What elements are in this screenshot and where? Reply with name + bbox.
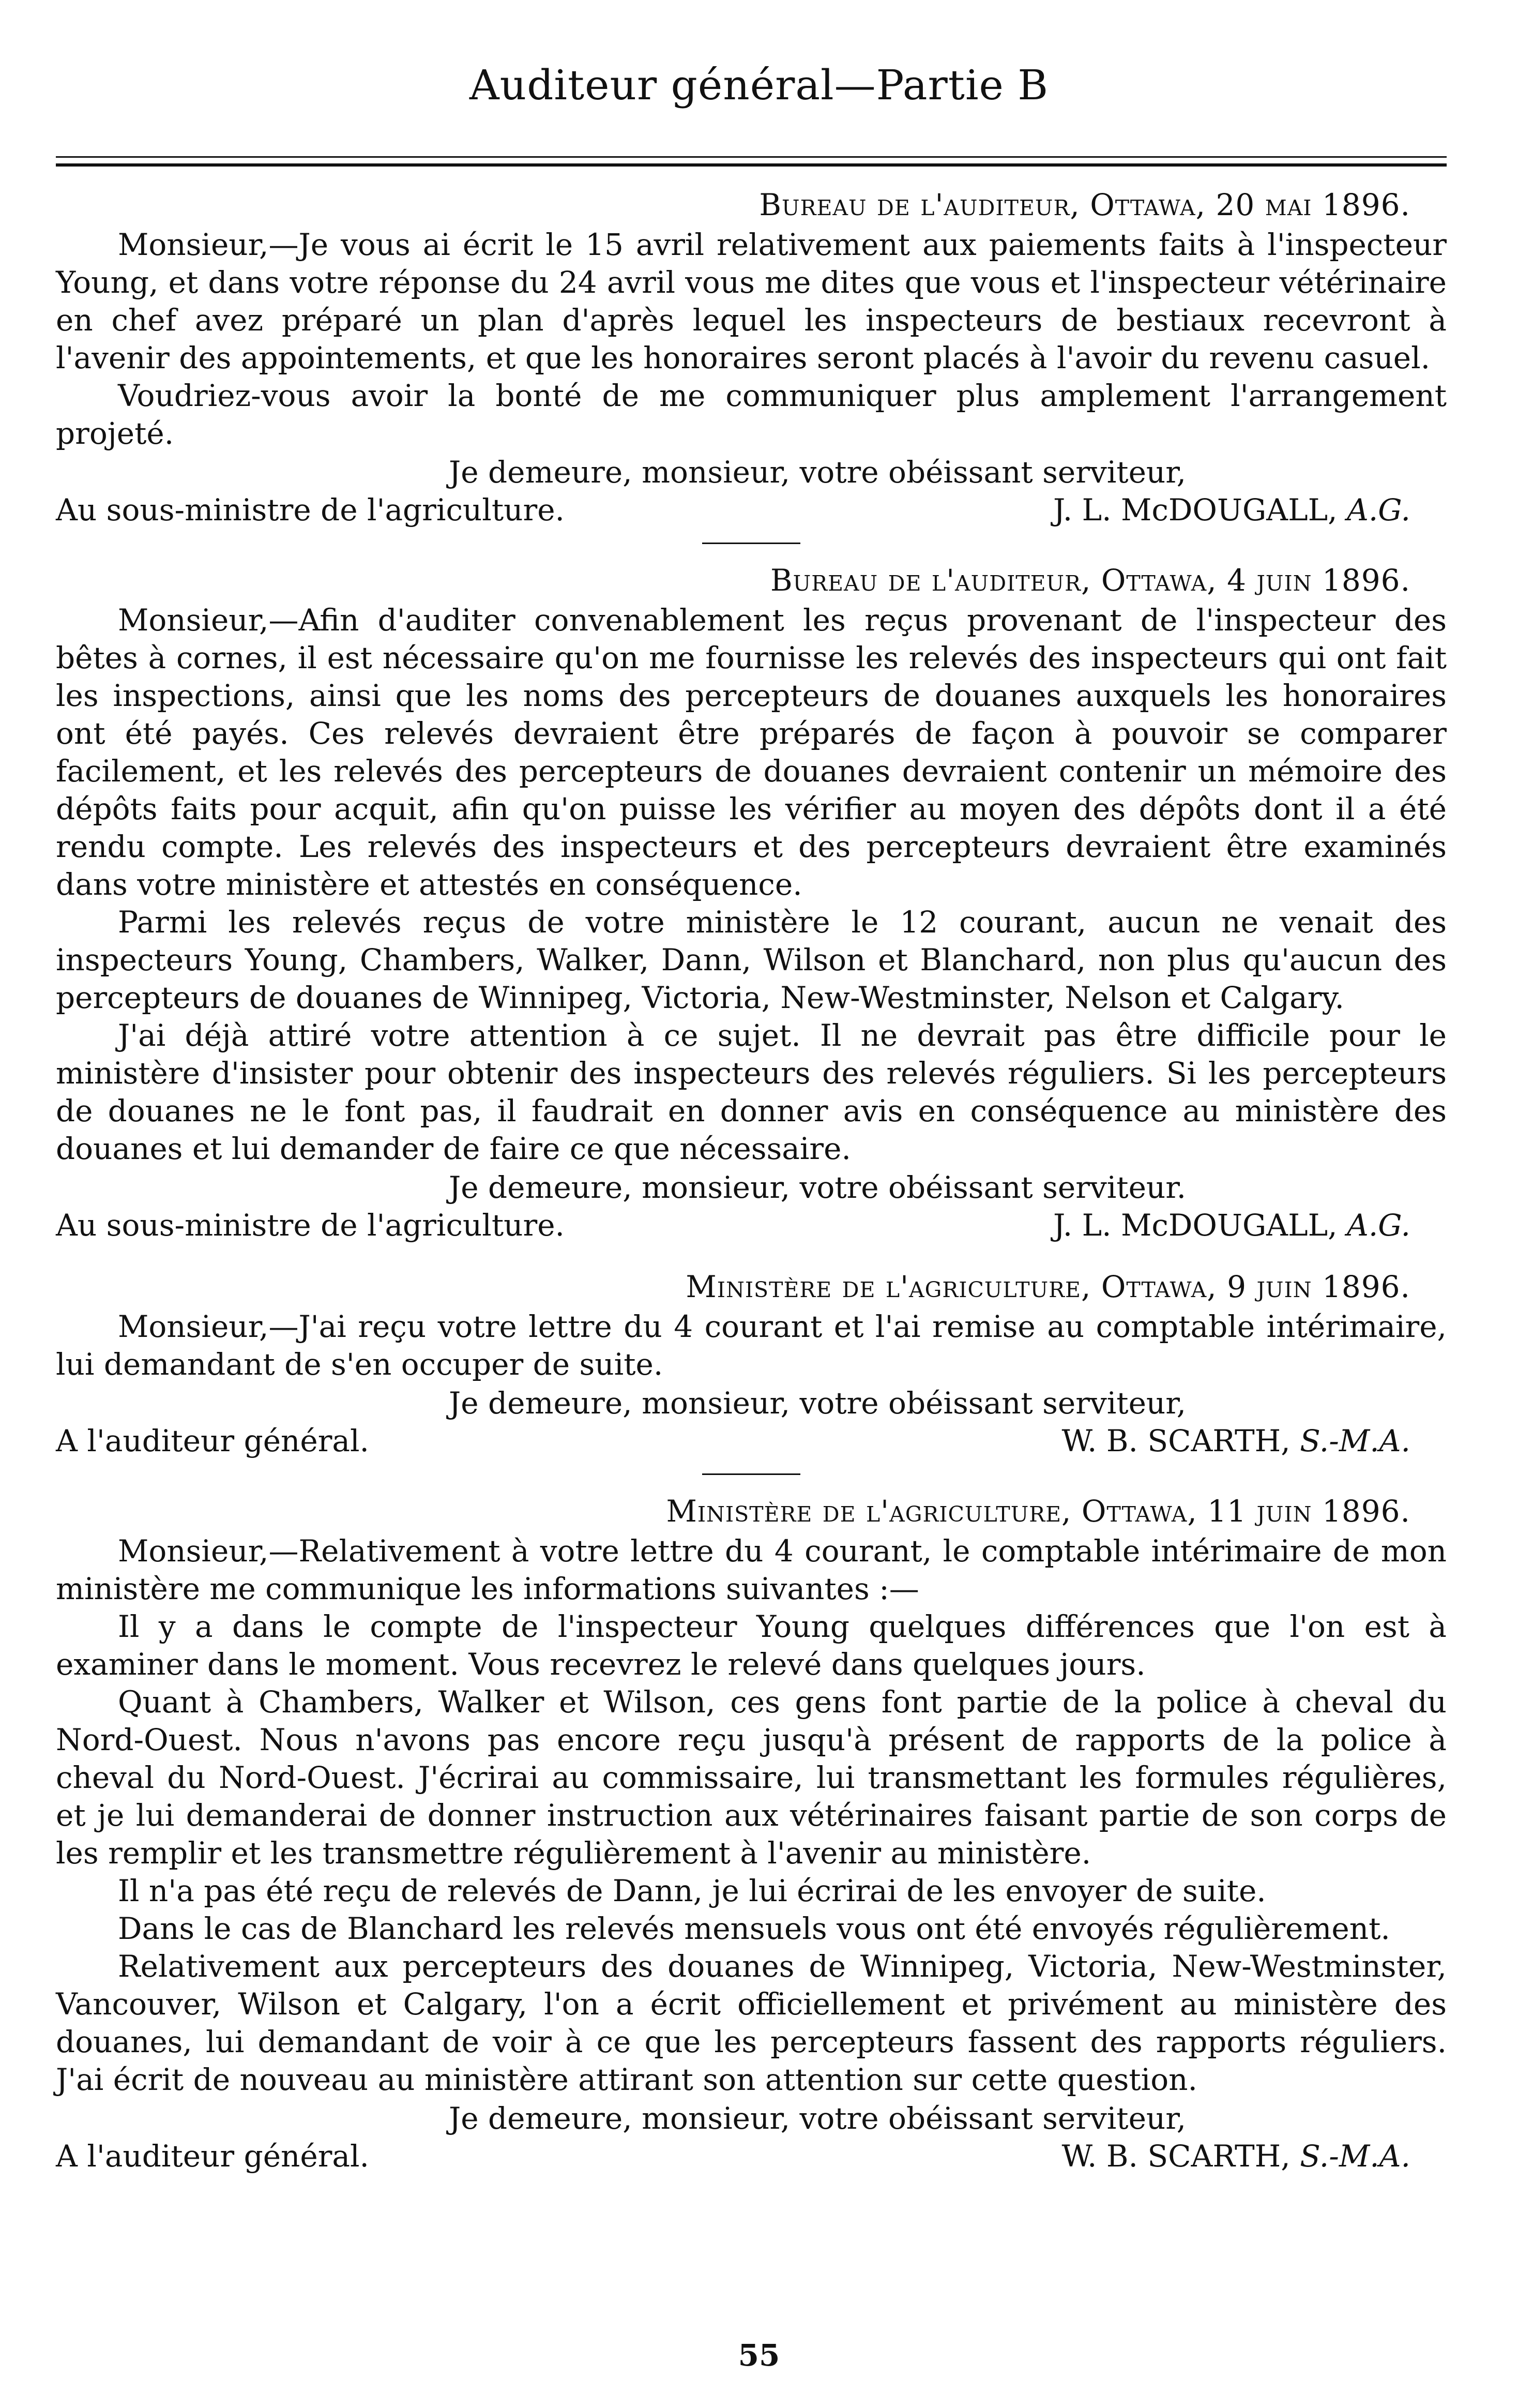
closing-formula: Je demeure, monsieur, votre obéissant serviteur, (449, 455, 1187, 490)
letter-1 (56, 186, 1447, 529)
letter-gap (56, 1244, 1447, 1268)
letter-3 (56, 1268, 1447, 1460)
signature-title: S.-M.A. (1300, 1423, 1410, 1458)
signature-name: J. L. McDOUGALL, (1053, 1208, 1338, 1243)
addressee: A l'auditeur général. (56, 2139, 369, 2174)
paragraph: Monsieur,—J'ai reçu votre lettre du 4 courant et l'ai remise au comptable intérimaire, lui demandant de s'en occuper de suite. (56, 1309, 1447, 1382)
paragraph: Il y a dans le compte de l'inspecteur Young quelques différences que l'on est à examiner dans le moment. Vous recevrez le relevé dans quelques jours. (56, 1609, 1447, 1682)
addressee: Au sous-ministre de l'agriculture. (56, 492, 565, 528)
closing-formula: Je demeure, monsieur, votre obéissant serviteur. (449, 1170, 1187, 1205)
signature (1062, 1422, 1411, 1460)
paragraph: Voudriez-vous avoir la bonté de me communiquer plus amplement l'arrangement projeté. (56, 378, 1447, 451)
header-rule-thin (56, 156, 1447, 158)
paragraph: Monsieur,—Afin d'auditer convenablement les reçus provenant de l'inspecteur des bêtes à cornes, il est nécessaire qu'on me fournisse les relevés des inspecteurs qui ont fait les inspections, ainsi que les noms des percepteurs de douanes auxquels les honoraires ont été payés. Ces relevés devraient être préparés de façon à pouvoir se comparer facilement, et les relevés des percepteurs de douanes devraient contenir un mémoire des dépôts faits pour acquit, afin qu'on puisse les vérifier au moyen des dépôts dont il a été rendu compte. Les relevés des inspecteurs et des percepteurs devraient être examinés dans votre ministère et attestés en conséquence. (56, 603, 1447, 902)
signature (1053, 1207, 1410, 1244)
page-number: 55 (738, 2338, 780, 2373)
signature-name: W. B. SCARTH, (1061, 2139, 1291, 2174)
signature-title: S.-M.A. (1300, 2139, 1410, 2174)
paragraph: Parmi les relevés reçus de votre ministère le 12 courant, aucun ne venait des inspecteurs Young, Chambers, Walker, Dann, Wilson et Blanchard, non plus qu'aucun des percepteurs de douanes de Winnipeg, Victoria, New-Westminster, Nelson et Calgary. (56, 905, 1447, 1015)
signature-title: A.G. (1346, 1208, 1410, 1243)
letter-heading: Ministère de l'agriculture, Ottawa, 9 juin 1896. (686, 1269, 1410, 1304)
signature-name: W. B. SCARTH, (1061, 1423, 1291, 1458)
signature (1053, 491, 1410, 529)
signature-line (56, 1422, 1447, 1460)
letter-separator (702, 543, 800, 544)
paragraph: Monsieur,—Je vous ai écrit le 15 avril relativement aux paiements faits à l'inspecteur Young, et dans votre réponse du 24 avril vous me dites que vous et l'inspecteur vétérinaire en chef avez préparé un plan d'après lequel les inspecteurs de bestiaux recevront à l'avenir des appointements, et que les honoraires seront placés à l'avoir du revenu casuel. (56, 227, 1447, 375)
signature-line (56, 491, 1447, 529)
signature (1062, 2138, 1411, 2175)
paragraph: Quant à Chambers, Walker et Wilson, ces gens font partie de la police à cheval du Nord-Ouest. Nous n'avons pas encore reçu jusqu'à présent de rapports de la police à cheval du Nord-Ouest. J'écrirai au commissaire, lui transmettant les formules régulières, et je lui demanderai de donner instruction aux vétérinaires faisant partie de son corps de les remplir et les transmettre régulièrement à l'avenir au ministère. (56, 1684, 1447, 1871)
signature-title: A.G. (1346, 492, 1410, 528)
document-body (56, 186, 1447, 2175)
letter-2 (56, 562, 1447, 1244)
paragraph: Il n'a pas été reçu de relevés de Dann, je lui écrirai de les envoyer de suite. (118, 1873, 1266, 1908)
letter-heading: Bureau de l'auditeur, Ottawa, 4 juin 1896. (770, 563, 1410, 598)
letter-heading: Bureau de l'auditeur, Ottawa, 20 mai 1896. (759, 187, 1410, 222)
running-head: Auditeur général—Partie B (469, 61, 1049, 109)
header-rule-thick (56, 163, 1447, 167)
letter-separator (702, 1473, 800, 1475)
paragraph: Relativement aux percepteurs des douanes de Winnipeg, Victoria, New-Westminster, Vancouver, Wilson et Calgary, l'on a écrit officiellement et privément au ministère des douanes, lui demandant de voir à ce que les percepteurs fassent des rapports réguliers. J'ai écrit de nouveau au ministère attirant son attention sur cette question. (56, 1949, 1447, 2097)
signature-line (56, 1207, 1447, 1244)
addressee: A l'auditeur général. (56, 1423, 369, 1458)
letter-4 (56, 1493, 1447, 2175)
closing-formula: Je demeure, monsieur, votre obéissant serviteur, (449, 2101, 1187, 2136)
closing-formula: Je demeure, monsieur, votre obéissant serviteur, (449, 1386, 1187, 1421)
paragraph: J'ai déjà attiré votre attention à ce sujet. Il ne devrait pas être difficile pour le ministère d'insister pour obtenir des inspecteurs des relevés réguliers. Si les percepteurs de douanes ne le font pas, il faudrait en donner avis en conséquence au ministère des douanes et lui demander de faire ce que nécessaire. (56, 1018, 1447, 1166)
paragraph: Dans le cas de Blanchard les relevés mensuels vous ont été envoyés régulièrement. (118, 1911, 1390, 1946)
paragraph: Monsieur,—Relativement à votre lettre du 4 courant, le comptable intérimaire de mon ministère me communique les informations suivantes :— (56, 1533, 1447, 1606)
addressee: Au sous-ministre de l'agriculture. (56, 1208, 565, 1243)
signature-line (56, 2138, 1447, 2175)
letter-heading: Ministère de l'agriculture, Ottawa, 11 juin 1896. (666, 1494, 1410, 1529)
signature-name: J. L. McDOUGALL, (1053, 492, 1338, 528)
